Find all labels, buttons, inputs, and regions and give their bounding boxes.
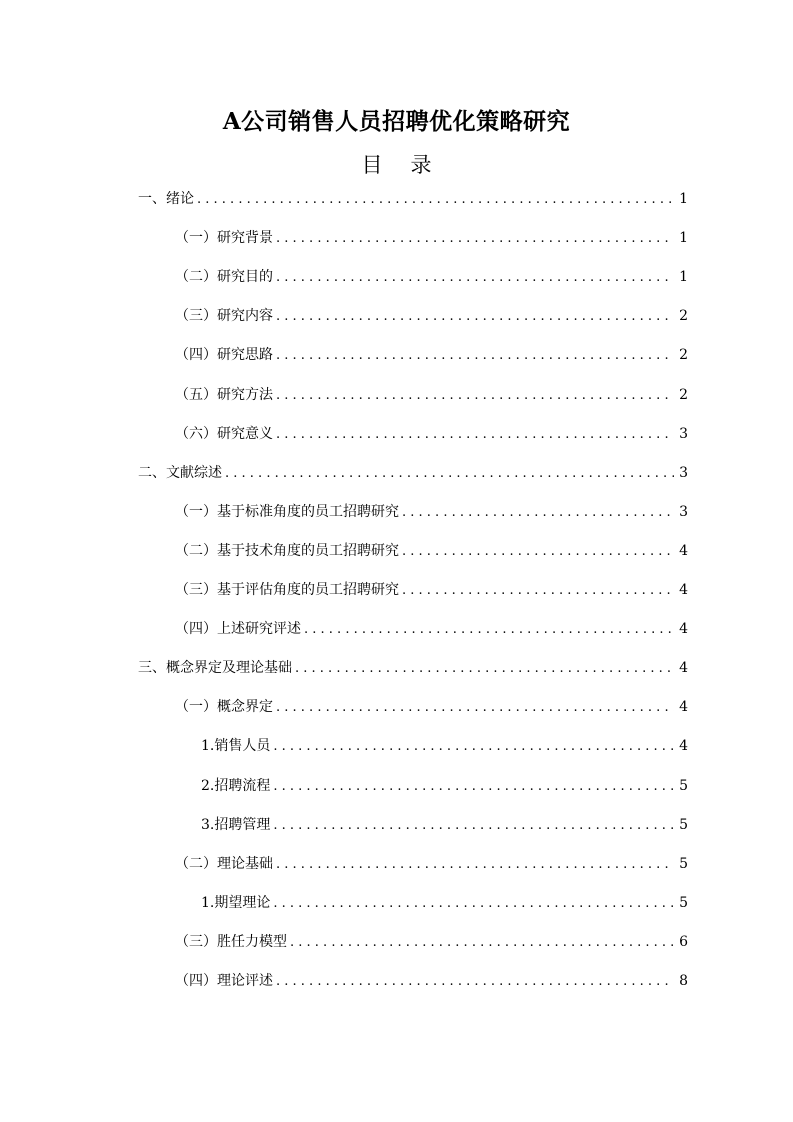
toc-entry-label: （二）研究目的	[175, 269, 273, 285]
toc-entry-label: （四）理论评述	[175, 973, 273, 989]
document-title: A公司销售人员招聘优化策略研究	[222, 108, 571, 135]
toc-entry-label: （六）研究意义	[175, 426, 273, 442]
toc-page-number: 4	[679, 543, 688, 559]
toc-dot-leader	[276, 971, 674, 993]
toc-page-number: 3	[679, 426, 688, 442]
toc-dot-leader	[273, 815, 674, 837]
toc-entry[interactable]	[175, 344, 688, 366]
toc-page-number: 4	[679, 738, 688, 754]
toc-dot-leader	[402, 541, 674, 563]
toc-entry[interactable]	[138, 188, 688, 210]
toc-entry-label: （四）研究思路	[175, 347, 273, 363]
toc-dot-leader	[276, 697, 674, 719]
toc-entry[interactable]	[175, 423, 688, 445]
toc-entry-label: （一）基于标准角度的员工招聘研究	[175, 504, 399, 520]
toc-heading	[0, 149, 793, 179]
toc-entry[interactable]	[175, 579, 688, 601]
toc-entry-label: （一）研究背景	[175, 230, 273, 246]
toc-entry-label: 2.招聘流程	[201, 778, 271, 794]
toc-dot-leader	[402, 580, 674, 602]
toc-entry-label: （一）概念界定	[175, 699, 273, 715]
toc-page-number: 5	[679, 895, 688, 911]
toc-page-number: 8	[679, 973, 688, 989]
toc-entry[interactable]	[175, 696, 688, 718]
toc-entry-label: 三、概念界定及理论基础	[138, 660, 292, 676]
toc-page-number: 1	[679, 269, 688, 285]
toc-entry[interactable]	[175, 618, 688, 640]
toc-entry[interactable]	[175, 931, 688, 953]
toc-dot-leader	[276, 228, 674, 250]
toc-dot-leader	[197, 189, 674, 211]
toc-entry-label: （三）胜任力模型	[175, 934, 287, 950]
toc-entry[interactable]	[175, 227, 688, 249]
toc-page-number: 4	[679, 699, 688, 715]
toc-entry[interactable]	[175, 501, 688, 523]
toc-page-number: 4	[679, 621, 688, 637]
toc-page-number: 4	[679, 582, 688, 598]
toc-dot-leader	[273, 736, 674, 758]
toc-page-number: 1	[679, 191, 688, 207]
toc-page-number: 4	[679, 660, 688, 676]
toc-dot-leader	[276, 854, 674, 876]
toc-page-number: 2	[679, 347, 688, 363]
toc-entry-label: （四）上述研究评述	[175, 621, 301, 637]
toc-dot-leader	[273, 893, 674, 915]
toc-entry-label: （三）研究内容	[175, 308, 273, 324]
toc-entry-label: 二、文献综述	[138, 465, 222, 481]
toc-entry-label: （五）研究方法	[175, 387, 273, 403]
toc-entry-label: 3.招聘管理	[201, 817, 271, 833]
toc-entry[interactable]	[175, 384, 688, 406]
toc-entry-label: 1.销售人员	[201, 738, 271, 754]
toc-dot-leader	[402, 502, 674, 524]
toc-page-number: 2	[679, 387, 688, 403]
toc-page-number: 5	[679, 817, 688, 833]
toc-dot-leader	[225, 463, 674, 485]
toc-dot-leader	[276, 306, 674, 328]
toc-dot-leader	[304, 619, 674, 641]
toc-entry-label: （三）基于评估角度的员工招聘研究	[175, 582, 399, 598]
toc-heading-char-1: 目	[361, 153, 383, 177]
toc-dot-leader	[276, 385, 674, 407]
toc-entry-label: （二）基于技术角度的员工招聘研究	[175, 543, 399, 559]
toc-page-number: 5	[679, 778, 688, 794]
toc-entry[interactable]	[201, 735, 688, 757]
toc-page-number: 3	[679, 504, 688, 520]
toc-dot-leader	[295, 658, 674, 680]
toc-entry-label: 1.期望理论	[201, 895, 271, 911]
toc-page-number: 5	[679, 856, 688, 872]
toc-entry[interactable]	[175, 305, 688, 327]
toc-entry-label: 一、绪论	[138, 191, 194, 207]
toc-dot-leader	[276, 345, 674, 367]
toc-entry[interactable]	[175, 853, 688, 875]
toc-entry[interactable]	[138, 657, 688, 679]
toc-entry[interactable]	[201, 892, 688, 914]
toc-dot-leader	[276, 267, 674, 289]
toc-page-number: 6	[679, 934, 688, 950]
toc-dot-leader	[276, 424, 674, 446]
toc-heading-char-2: 录	[410, 153, 432, 177]
toc-page-number: 1	[679, 230, 688, 246]
toc-entry[interactable]	[201, 775, 688, 797]
toc-dot-leader	[273, 776, 674, 798]
toc-entry[interactable]	[175, 266, 688, 288]
toc-page-number: 2	[679, 308, 688, 324]
toc-entry[interactable]	[138, 462, 688, 484]
toc-dot-leader	[290, 932, 674, 954]
toc-entry-label: （二）理论基础	[175, 856, 273, 872]
toc-page-number: 3	[679, 465, 688, 481]
toc-entry[interactable]	[201, 814, 688, 836]
toc-entry[interactable]	[175, 540, 688, 562]
toc-entry[interactable]	[175, 970, 688, 992]
